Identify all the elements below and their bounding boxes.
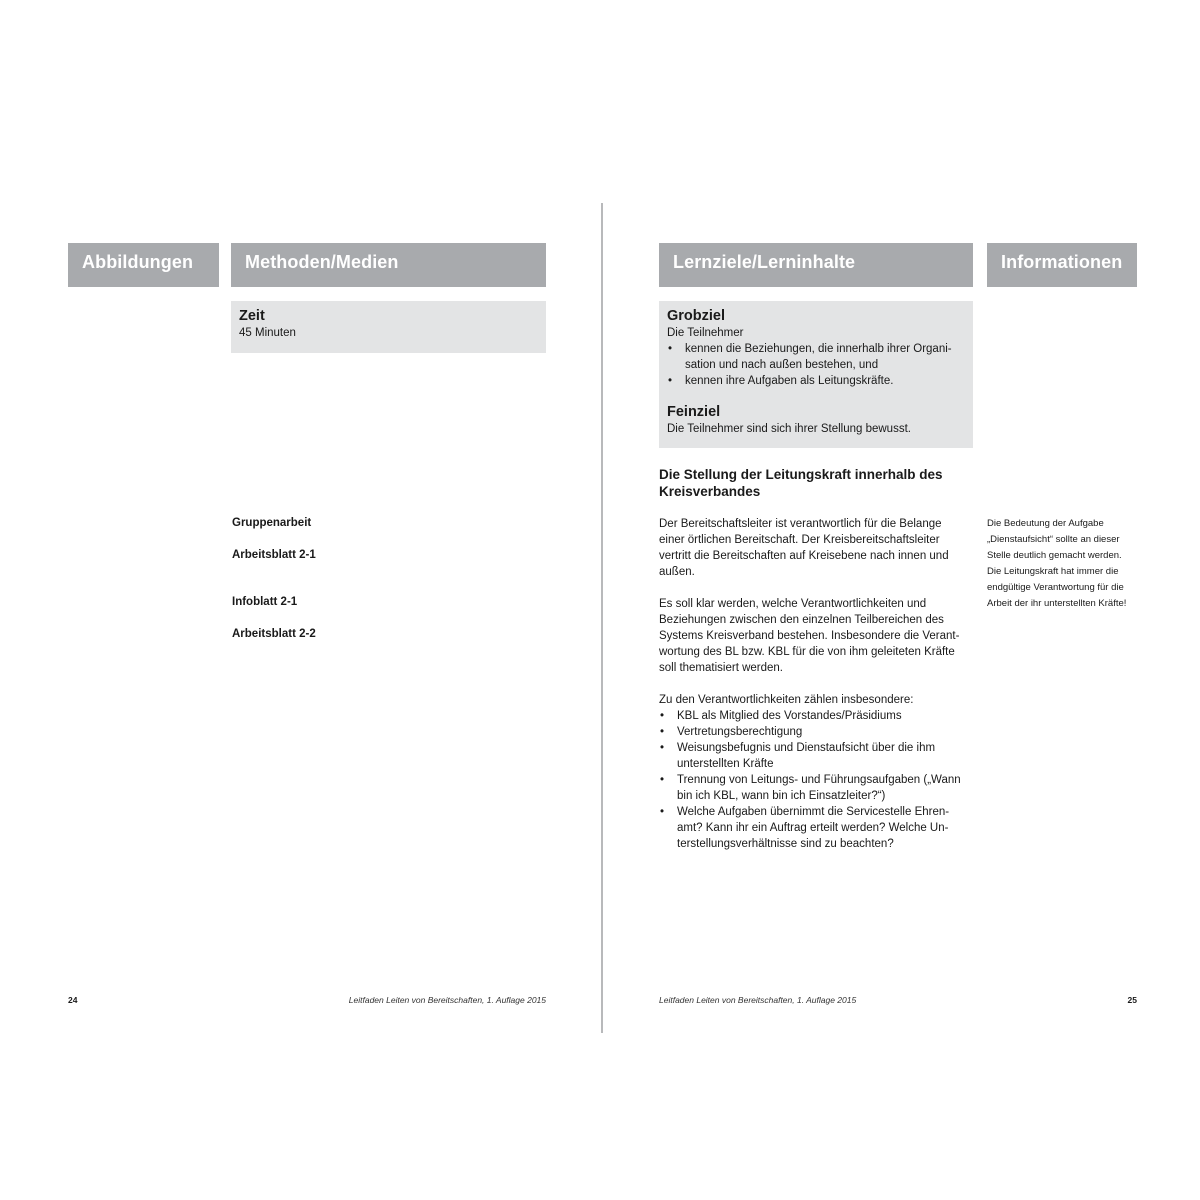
- paragraph-1: Der Bereitschaftsleiter ist verantwortlich für die Belange einer örtlichen Bereitschaft. Der Kreisbereitschaftsleiter vertritt die Bereitschaften auf Kreisebene nach innen und außen.: [659, 518, 949, 578]
- zeit-title: Zeit: [239, 308, 265, 324]
- section-title: Die Stellung der Leitungskraft innerhalb des Kreisverbandes: [659, 467, 943, 499]
- grobziel-item: • kennen ihre Aufgaben als Leitungskräfte.: [667, 373, 965, 389]
- header-informationen: Informationen: [987, 243, 1137, 287]
- method-gruppenarbeit: Gruppenarbeit: [232, 517, 312, 529]
- feinziel-title: Feinziel: [667, 404, 721, 420]
- list-intro: Zu den Verantwortlichkeiten zählen insbesondere:: [659, 694, 914, 706]
- feinziel-text: Die Teilnehmer sind sich ihrer Stellung bewusst.: [667, 423, 911, 435]
- header-lernziele: Lernziele/Lerninhalte: [659, 243, 973, 287]
- zeit-box: [231, 301, 546, 353]
- footer-text-left: Leitfaden Leiten von Bereitschaften, 1. Auflage 2015: [348, 995, 546, 1005]
- list-item: • Trennung von Leitungs- und Führungsaufgaben („Wann bin ich KBL, wann bin ich Einsatzleiter?“): [659, 772, 979, 804]
- responsibilities-list: [659, 708, 979, 852]
- grobziel-intro: Die Teilnehmer: [667, 327, 744, 339]
- grobziel-title: Grobziel: [667, 308, 726, 324]
- header-methoden-medien: Methoden/Medien: [231, 243, 546, 287]
- info-note: Die Bedeutung der Aufgabe „Dienstaufsicht“ sollte an dieser Stelle deutlich gemacht werden. Die Leitungskraft hat immer die endgültige Verantwortung für die Arbeit der ihr unterstellten Kräfte!: [987, 518, 1127, 609]
- lernziele-box: [659, 301, 973, 448]
- paragraph-2: Es soll klar werden, welche Verantwortlichkeiten und Beziehungen zwischen den einzelnen Teilbereichen des Systems Kreisverband bestehen. Insbesondere die Verant- wortung des BL bzw. KBL für die von ihm geleiteten Kräfte soll thematisiert werden.: [659, 598, 960, 674]
- page-number-left: 24: [68, 995, 78, 1005]
- footer-text-right: Leitfaden Leiten von Bereitschaften, 1. Auflage 2015: [659, 995, 857, 1005]
- list-item: • Welche Aufgaben übernimmt die Servicestelle Ehren- amt? Kann ihr ein Auftrag erteilt werden? Welche Un- terstellungsverhältnisse sind zu beachten?: [659, 804, 979, 852]
- grobziel-list: [667, 341, 965, 389]
- page-divider: [601, 203, 603, 1033]
- list-item: • Weisungsbefugnis und Dienstaufsicht über die ihm unterstellten Kräfte: [659, 740, 979, 772]
- method-arbeitsblatt-2-2: Arbeitsblatt 2-2: [232, 628, 316, 640]
- header-abbildungen: Abbildungen: [68, 243, 219, 287]
- list-item: • Vertretungsberechtigung: [659, 724, 979, 740]
- body-text: [659, 516, 979, 852]
- list-item: • KBL als Mitglied des Vorstandes/Präsidiums: [659, 708, 979, 724]
- zeit-value: 45 Minuten: [239, 327, 296, 339]
- method-arbeitsblatt-2-1: Arbeitsblatt 2-1: [232, 549, 316, 561]
- method-infoblatt-2-1: Infoblatt 2-1: [232, 596, 298, 608]
- grobziel-item: • kennen die Beziehungen, die innerhalb ihrer Organi- sation und nach außen bestehen, und: [667, 341, 965, 373]
- page-number-right: 25: [1127, 995, 1137, 1005]
